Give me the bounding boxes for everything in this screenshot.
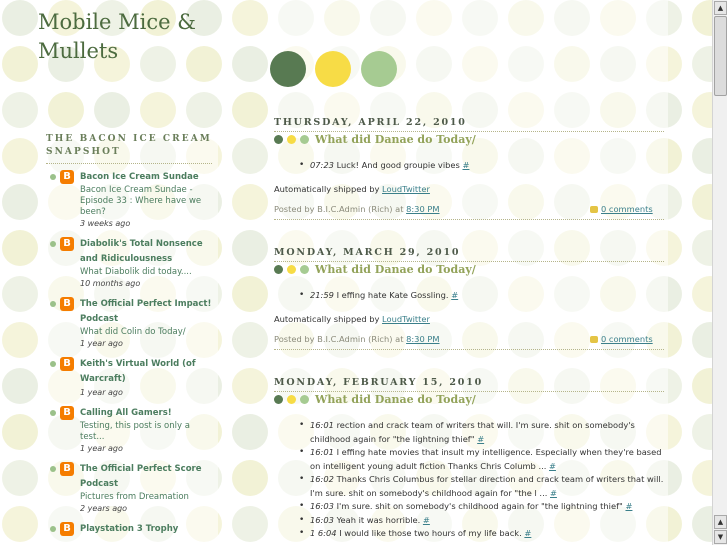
feed-post-link[interactable]: Testing, this post is only a test... <box>80 421 190 442</box>
bullet-icon <box>50 361 56 367</box>
title-dot-dark-icon <box>274 135 283 144</box>
post-footer <box>274 333 664 350</box>
tweet-text: I would like those two hours of my life back. <box>339 528 522 538</box>
feed-blog-link[interactable]: The Official Perfect Score Podcast <box>80 464 202 489</box>
blogger-icon: B <box>60 357 74 371</box>
feed-age: 3 weeks ago <box>80 219 131 228</box>
date-header: MONDAY, MARCH 29, 2010 <box>274 246 664 262</box>
feed-post-link[interactable]: What Diabolik did today.... <box>80 267 192 277</box>
tweet-permalink[interactable]: # <box>625 501 633 511</box>
sidebar-heading: THE BACON ICE CREAM SNAPSHOT <box>46 133 212 164</box>
timestamp: 07:23 <box>310 160 334 170</box>
post-title-link[interactable]: What did Danae do Today/ <box>315 132 476 146</box>
list-item <box>46 170 212 229</box>
blogger-icon: B <box>60 170 74 184</box>
post-body <box>274 289 664 303</box>
tweet-text: rection and crack team of writers that will. I'm sure. shit on somebody's childhood again for "the lightning thief" <box>310 420 635 444</box>
vertical-scrollbar[interactable] <box>712 0 727 545</box>
timestamp: 21:59 <box>310 290 334 300</box>
post-time-link[interactable]: 8:30 PM <box>406 334 440 344</box>
date-header: THURSDAY, APRIL 22, 2010 <box>274 116 664 132</box>
scrollbar-thumb[interactable] <box>714 16 727 96</box>
post-footer <box>274 203 664 220</box>
title-dot-dark-icon <box>274 265 283 274</box>
tweet-text: Yeah it was horrible. <box>336 514 421 525</box>
bullet-icon <box>50 301 56 307</box>
bullet-icon <box>50 526 56 532</box>
post-title-link[interactable]: What did Danae do Today/ <box>315 262 476 276</box>
sidebar <box>46 133 212 545</box>
tweet-text: I'm sure. shit on somebody's childhood again for "the lightning thief" <box>336 501 623 511</box>
title-dot-green-icon <box>300 135 309 144</box>
feed-post-link[interactable]: Bacon Ice Cream Sundae - Episode 33 : Where have we been? <box>80 185 202 217</box>
tweet-permalink[interactable]: # <box>550 487 557 498</box>
comment-icon <box>590 206 598 213</box>
blogger-icon: B <box>60 406 74 420</box>
list-item <box>310 289 664 303</box>
tweet-permalink[interactable]: # <box>477 433 485 444</box>
post-time-link[interactable]: 8:30 PM <box>406 204 440 214</box>
blogger-icon: B <box>60 297 74 311</box>
timestamp: 1 6:04 <box>310 528 337 538</box>
list-item <box>46 237 212 289</box>
tweet-permalink[interactable]: # <box>451 290 459 300</box>
title-dot-dark-icon <box>274 395 283 404</box>
list-item <box>310 473 664 500</box>
scroll-down-arrow-icon[interactable]: ▲ <box>714 515 727 529</box>
list-item <box>310 419 664 446</box>
feed-blog-link[interactable]: Bacon Ice Cream Sundae <box>80 172 199 182</box>
bullet-icon <box>50 466 56 472</box>
list-item <box>310 446 664 473</box>
list-item <box>46 297 212 349</box>
post-body <box>274 419 664 541</box>
post-body <box>274 159 664 173</box>
feed-age: 10 months ago <box>80 279 141 288</box>
shipped-line <box>274 184 430 194</box>
header-dot-green <box>361 51 397 87</box>
blogger-icon: B <box>60 462 74 476</box>
tweet-text: I effing hate movies that insult my intelligence. Especially when they're based on intelligent young adult fiction Thanks Chris Columb ... <box>310 447 662 471</box>
tweet-text: Thanks Chris Columbus for stellar direction and crack team of writers that will. I'm sure. shit on somebody's childhood again for "the l ... <box>310 474 664 498</box>
comment-icon <box>590 336 598 343</box>
post-title-row <box>274 261 476 277</box>
feed-post-link[interactable]: What did Colin do Today/ <box>80 327 186 337</box>
bullet-icon <box>50 410 56 416</box>
list-item <box>46 522 212 537</box>
feed-post-link[interactable]: Pictures from Dreamation <box>80 492 189 502</box>
post-title-link[interactable]: What did Danae do Today/ <box>315 392 476 406</box>
feed-age: 1 year ago <box>80 339 123 348</box>
tweet-text: Luck! And good groupie vibes <box>336 160 460 170</box>
shipped-prefix: Automatically shipped by <box>274 184 380 194</box>
posted-by: Posted by B.I.C.Admin (Rich) at <box>274 334 404 344</box>
feed-blog-link[interactable]: Keith's Virtual World (of Warcraft) <box>80 359 196 384</box>
title-dot-yellow-icon <box>287 265 296 274</box>
feed-age: 1 year ago <box>80 444 123 453</box>
post-title-row <box>274 391 476 407</box>
posted-by: Posted by B.I.C.Admin (Rich) at <box>274 204 404 214</box>
title-dot-yellow-icon <box>287 395 296 404</box>
feed-age: 1 year ago <box>80 388 123 397</box>
timestamp: 16:01 <box>310 447 334 457</box>
feed-blog-link[interactable]: Calling All Gamers! <box>80 408 172 418</box>
timestamp: 16:02 <box>310 474 334 484</box>
tweet-permalink[interactable]: # <box>462 160 470 170</box>
timestamp: 16:03 <box>310 501 334 511</box>
scroll-up-arrow-icon[interactable]: ▲ <box>714 1 727 15</box>
date-header: MONDAY, FEBRUARY 15, 2010 <box>274 376 664 392</box>
shipped-line <box>274 314 430 324</box>
post-title-row <box>274 131 476 147</box>
tweet-permalink[interactable]: # <box>524 528 532 538</box>
tweet-permalink[interactable]: # <box>549 460 556 471</box>
title-dot-yellow-icon <box>287 135 296 144</box>
header-dot-dark <box>270 51 306 87</box>
bullet-icon <box>50 174 56 180</box>
list-item <box>310 500 664 514</box>
list-item <box>310 527 664 541</box>
scroll-down-arrow-icon[interactable]: ▼ <box>714 530 727 544</box>
shipped-prefix: Automatically shipped by <box>274 314 380 324</box>
list-item <box>310 514 664 528</box>
list-item <box>310 159 664 173</box>
comments-link[interactable]: 0 comments <box>601 334 653 344</box>
title-dot-green-icon <box>300 265 309 274</box>
blog-title[interactable]: Mobile Mice & Mullets <box>38 10 196 63</box>
tweet-permalink[interactable]: # <box>422 514 430 525</box>
timestamp: 16:01 <box>310 420 334 430</box>
tweet-text: I effing hate Kate Gossling. <box>336 290 449 300</box>
header-dot-yellow <box>315 51 351 87</box>
blogger-icon: B <box>60 522 74 536</box>
comments-link[interactable]: 0 comments <box>601 204 653 214</box>
feed-age: 2 years ago <box>80 504 128 513</box>
list-item <box>46 357 212 398</box>
feed-blog-link[interactable]: Diabolik's Total Nonsence and Ridiculousness <box>80 239 203 264</box>
loudtwitter-link[interactable]: LoudTwitter <box>382 314 430 324</box>
bullet-icon <box>50 241 56 247</box>
title-dot-green-icon <box>300 395 309 404</box>
loudtwitter-link[interactable]: LoudTwitter <box>382 184 430 194</box>
feed-blog-link[interactable]: The Official Perfect Impact! Podcast <box>80 299 212 324</box>
blog-list <box>46 170 212 537</box>
list-item <box>46 406 212 454</box>
feed-blog-link[interactable]: Playstation 3 Trophy <box>80 524 179 534</box>
timestamp: 16:03 <box>310 514 334 525</box>
blogger-icon: B <box>60 237 74 251</box>
list-item <box>46 462 212 514</box>
